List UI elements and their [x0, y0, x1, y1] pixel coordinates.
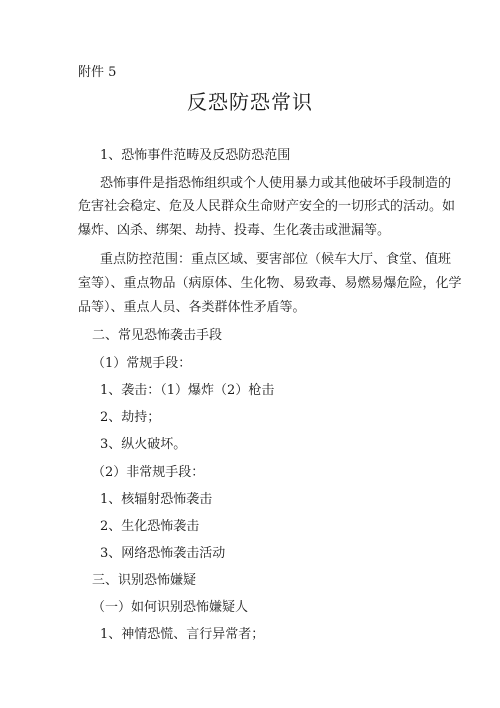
paragraph-line: 恐怖事件是指恐怖组织或个人使用暴力或其他破坏手段制造的	[100, 176, 452, 191]
attachment-label: 附件 5	[78, 65, 117, 80]
list-item: 3、纵火破坏。	[100, 437, 187, 452]
paragraph-line: 品等）、重点人员、各类群体性矛盾等。	[78, 300, 306, 315]
paragraph-line: 危害社会稳定、危及人民群众生命财产安全的一切形式的活动。如	[78, 199, 456, 214]
document-title: 反恐防恐常识	[187, 90, 313, 114]
list-item: 2、生化恐怖袭击	[100, 519, 200, 534]
subsection-heading: （1）常规手段：	[92, 356, 192, 371]
list-item: 2、劫持；	[100, 410, 161, 425]
section-heading: 三、识别恐怖嫌疑	[92, 573, 197, 588]
section-heading: 二、常见恐怖袭击手段	[92, 328, 223, 343]
subsection-heading: （2）非常规手段：	[92, 465, 205, 480]
section-heading: 1、恐怖事件范畴及反恐防恐范围	[100, 148, 291, 163]
list-item: 1、袭击：（1）爆炸（2）枪击	[100, 383, 275, 398]
list-item: 1、神情恐慌、言行异常者；	[100, 627, 265, 642]
list-item: 1、核辐射恐怖袭击	[100, 492, 213, 507]
subsection-heading: （一）如何识别恐怖嫌疑人	[92, 600, 249, 615]
paragraph-line: 爆炸、凶杀、绑架、劫持、投毒、生化袭击或泄漏等。	[78, 223, 391, 238]
list-item: 3、网络恐怖袭击活动	[100, 546, 226, 561]
paragraph-line: 重点防控范围：重点区域、要害部位（候车大厅、食堂、值班	[100, 252, 452, 267]
paragraph-line: 室等）、重点物品（病原体、生化物、易致毒、易燃易爆危险，化学	[78, 276, 462, 291]
